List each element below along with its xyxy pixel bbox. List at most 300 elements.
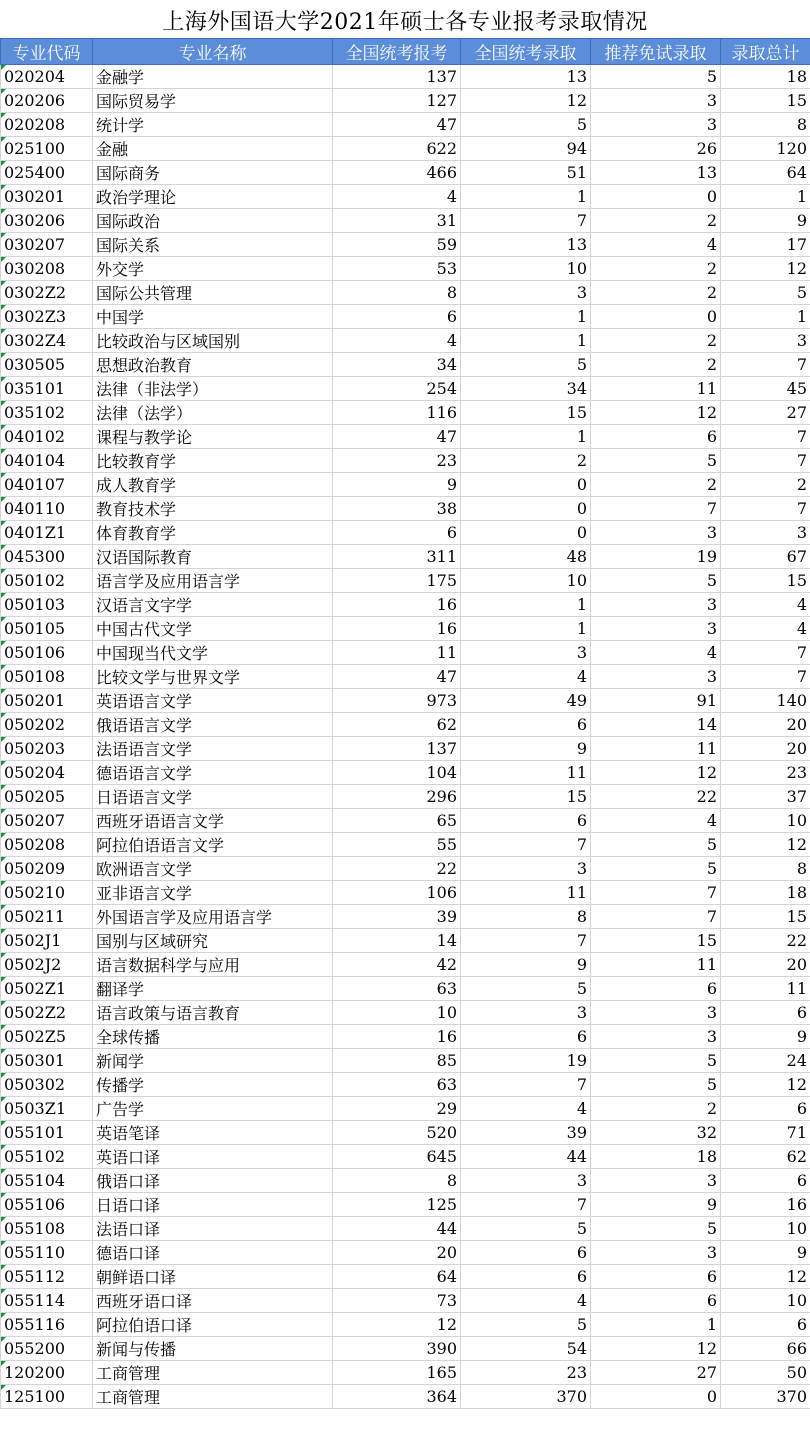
cell-exam-applicants[interactable]: 137 <box>333 65 461 89</box>
cell-total-admitted[interactable]: 140 <box>721 689 810 713</box>
header-total-admitted[interactable]: 录取总计 <box>721 39 810 65</box>
cell-recommended-admitted[interactable]: 9 <box>591 1193 721 1217</box>
cell-recommended-admitted[interactable]: 4 <box>591 233 721 257</box>
cell-recommended-admitted[interactable]: 3 <box>591 593 721 617</box>
cell-exam-admitted[interactable]: 8 <box>461 905 591 929</box>
cell-recommended-admitted[interactable]: 13 <box>591 161 721 185</box>
cell-major-name[interactable]: 新闻与传播 <box>93 1337 333 1361</box>
cell-recommended-admitted[interactable]: 91 <box>591 689 721 713</box>
cell-exam-admitted[interactable]: 6 <box>461 713 591 737</box>
cell-exam-admitted[interactable]: 10 <box>461 257 591 281</box>
cell-exam-admitted[interactable]: 6 <box>461 809 591 833</box>
cell-exam-admitted[interactable]: 5 <box>461 1217 591 1241</box>
cell-total-admitted[interactable]: 10 <box>721 1289 810 1313</box>
cell-recommended-admitted[interactable]: 7 <box>591 905 721 929</box>
cell-major-code[interactable]: 055110 <box>1 1241 93 1265</box>
cell-major-name[interactable]: 亚非语言文学 <box>93 881 333 905</box>
cell-major-code[interactable]: 055200 <box>1 1337 93 1361</box>
cell-total-admitted[interactable]: 7 <box>721 497 810 521</box>
header-exam-applicants[interactable]: 全国统考报考 <box>333 39 461 65</box>
cell-major-name[interactable]: 欧洲语言文学 <box>93 857 333 881</box>
cell-exam-applicants[interactable]: 47 <box>333 113 461 137</box>
cell-exam-applicants[interactable]: 466 <box>333 161 461 185</box>
cell-exam-applicants[interactable]: 16 <box>333 617 461 641</box>
cell-major-code[interactable]: 025400 <box>1 161 93 185</box>
cell-major-name[interactable]: 国际关系 <box>93 233 333 257</box>
cell-recommended-admitted[interactable]: 5 <box>591 65 721 89</box>
cell-exam-admitted[interactable]: 4 <box>461 1289 591 1313</box>
cell-exam-applicants[interactable]: 85 <box>333 1049 461 1073</box>
cell-exam-admitted[interactable]: 6 <box>461 1241 591 1265</box>
cell-exam-applicants[interactable]: 137 <box>333 737 461 761</box>
cell-major-name[interactable]: 国际政治 <box>93 209 333 233</box>
cell-exam-admitted[interactable]: 19 <box>461 1049 591 1073</box>
cell-exam-applicants[interactable]: 296 <box>333 785 461 809</box>
cell-total-admitted[interactable]: 17 <box>721 233 810 257</box>
cell-major-code[interactable]: 0302Z2 <box>1 281 93 305</box>
cell-exam-applicants[interactable]: 47 <box>333 665 461 689</box>
cell-exam-admitted[interactable]: 39 <box>461 1121 591 1145</box>
cell-exam-admitted[interactable]: 15 <box>461 785 591 809</box>
cell-recommended-admitted[interactable]: 7 <box>591 881 721 905</box>
cell-total-admitted[interactable]: 5 <box>721 281 810 305</box>
cell-major-name[interactable]: 比较文学与世界文学 <box>93 665 333 689</box>
cell-exam-admitted[interactable]: 1 <box>461 185 591 209</box>
cell-total-admitted[interactable]: 22 <box>721 929 810 953</box>
cell-total-admitted[interactable]: 10 <box>721 1217 810 1241</box>
cell-recommended-admitted[interactable]: 22 <box>591 785 721 809</box>
cell-recommended-admitted[interactable]: 6 <box>591 1289 721 1313</box>
cell-major-code[interactable]: 050209 <box>1 857 93 881</box>
cell-major-code[interactable]: 0401Z1 <box>1 521 93 545</box>
cell-total-admitted[interactable]: 3 <box>721 329 810 353</box>
cell-recommended-admitted[interactable]: 2 <box>591 353 721 377</box>
cell-recommended-admitted[interactable]: 3 <box>591 1169 721 1193</box>
cell-major-name[interactable]: 外交学 <box>93 257 333 281</box>
cell-exam-admitted[interactable]: 3 <box>461 1169 591 1193</box>
cell-major-code[interactable]: 050202 <box>1 713 93 737</box>
cell-recommended-admitted[interactable]: 3 <box>591 113 721 137</box>
cell-major-name[interactable]: 语言数据科学与应用 <box>93 953 333 977</box>
cell-exam-admitted[interactable]: 0 <box>461 497 591 521</box>
cell-major-code[interactable]: 0302Z3 <box>1 305 93 329</box>
cell-exam-admitted[interactable]: 9 <box>461 953 591 977</box>
cell-major-code[interactable]: 120200 <box>1 1361 93 1385</box>
cell-exam-applicants[interactable]: 64 <box>333 1265 461 1289</box>
cell-recommended-admitted[interactable]: 6 <box>591 1265 721 1289</box>
cell-major-code[interactable]: 050105 <box>1 617 93 641</box>
cell-major-code[interactable]: 050103 <box>1 593 93 617</box>
cell-exam-applicants[interactable]: 73 <box>333 1289 461 1313</box>
cell-exam-admitted[interactable]: 13 <box>461 65 591 89</box>
cell-major-code[interactable]: 030207 <box>1 233 93 257</box>
cell-exam-applicants[interactable]: 11 <box>333 641 461 665</box>
cell-exam-applicants[interactable]: 39 <box>333 905 461 929</box>
cell-exam-admitted[interactable]: 7 <box>461 833 591 857</box>
cell-exam-applicants[interactable]: 31 <box>333 209 461 233</box>
cell-major-code[interactable]: 050208 <box>1 833 93 857</box>
cell-major-code[interactable]: 055102 <box>1 1145 93 1169</box>
cell-total-admitted[interactable]: 1 <box>721 305 810 329</box>
cell-total-admitted[interactable]: 7 <box>721 665 810 689</box>
cell-exam-admitted[interactable]: 1 <box>461 305 591 329</box>
cell-total-admitted[interactable]: 1 <box>721 185 810 209</box>
cell-total-admitted[interactable]: 15 <box>721 89 810 113</box>
cell-major-code[interactable]: 050205 <box>1 785 93 809</box>
cell-total-admitted[interactable]: 10 <box>721 809 810 833</box>
cell-exam-admitted[interactable]: 48 <box>461 545 591 569</box>
cell-recommended-admitted[interactable]: 5 <box>591 1049 721 1073</box>
cell-recommended-admitted[interactable]: 3 <box>591 617 721 641</box>
cell-major-code[interactable]: 050201 <box>1 689 93 713</box>
cell-recommended-admitted[interactable]: 2 <box>591 257 721 281</box>
cell-major-code[interactable]: 0503Z1 <box>1 1097 93 1121</box>
cell-exam-admitted[interactable]: 4 <box>461 1097 591 1121</box>
cell-major-code[interactable]: 030201 <box>1 185 93 209</box>
cell-total-admitted[interactable]: 8 <box>721 113 810 137</box>
cell-total-admitted[interactable]: 12 <box>721 833 810 857</box>
cell-recommended-admitted[interactable]: 18 <box>591 1145 721 1169</box>
cell-exam-applicants[interactable]: 4 <box>333 185 461 209</box>
cell-total-admitted[interactable]: 3 <box>721 521 810 545</box>
cell-exam-applicants[interactable]: 645 <box>333 1145 461 1169</box>
cell-exam-admitted[interactable]: 7 <box>461 1073 591 1097</box>
cell-exam-applicants[interactable]: 4 <box>333 329 461 353</box>
cell-recommended-admitted[interactable]: 3 <box>591 1025 721 1049</box>
cell-exam-admitted[interactable]: 3 <box>461 641 591 665</box>
cell-total-admitted[interactable]: 7 <box>721 353 810 377</box>
cell-exam-applicants[interactable]: 364 <box>333 1385 461 1409</box>
cell-exam-admitted[interactable]: 34 <box>461 377 591 401</box>
cell-total-admitted[interactable]: 62 <box>721 1145 810 1169</box>
cell-exam-applicants[interactable]: 62 <box>333 713 461 737</box>
cell-major-code[interactable]: 040104 <box>1 449 93 473</box>
cell-major-code[interactable]: 055104 <box>1 1169 93 1193</box>
cell-major-name[interactable]: 中国学 <box>93 305 333 329</box>
cell-exam-applicants[interactable]: 55 <box>333 833 461 857</box>
cell-major-code[interactable]: 0502J2 <box>1 953 93 977</box>
cell-exam-applicants[interactable]: 44 <box>333 1217 461 1241</box>
cell-major-code[interactable]: 050203 <box>1 737 93 761</box>
cell-recommended-admitted[interactable]: 2 <box>591 329 721 353</box>
cell-major-code[interactable]: 040110 <box>1 497 93 521</box>
cell-exam-admitted[interactable]: 1 <box>461 593 591 617</box>
cell-major-name[interactable]: 英语语言文学 <box>93 689 333 713</box>
cell-major-name[interactable]: 法律（非法学） <box>93 377 333 401</box>
cell-exam-admitted[interactable]: 3 <box>461 1001 591 1025</box>
header-exam-admitted[interactable]: 全国统考录取 <box>461 39 591 65</box>
cell-major-code[interactable]: 0502Z2 <box>1 1001 93 1025</box>
cell-major-name[interactable]: 政治学理论 <box>93 185 333 209</box>
cell-recommended-admitted[interactable]: 11 <box>591 953 721 977</box>
cell-major-code[interactable]: 055112 <box>1 1265 93 1289</box>
cell-major-name[interactable]: 工商管理 <box>93 1361 333 1385</box>
cell-exam-admitted[interactable]: 2 <box>461 449 591 473</box>
cell-exam-applicants[interactable]: 175 <box>333 569 461 593</box>
cell-exam-applicants[interactable]: 14 <box>333 929 461 953</box>
cell-recommended-admitted[interactable]: 3 <box>591 89 721 113</box>
cell-recommended-admitted[interactable]: 3 <box>591 1241 721 1265</box>
cell-exam-admitted[interactable]: 23 <box>461 1361 591 1385</box>
cell-major-name[interactable]: 成人教育学 <box>93 473 333 497</box>
cell-exam-admitted[interactable]: 7 <box>461 1193 591 1217</box>
cell-major-name[interactable]: 金融 <box>93 137 333 161</box>
cell-major-code[interactable]: 055116 <box>1 1313 93 1337</box>
cell-exam-applicants[interactable]: 390 <box>333 1337 461 1361</box>
cell-exam-applicants[interactable]: 23 <box>333 449 461 473</box>
cell-recommended-admitted[interactable]: 5 <box>591 1217 721 1241</box>
cell-major-name[interactable]: 外国语言学及应用语言学 <box>93 905 333 929</box>
cell-major-code[interactable]: 030206 <box>1 209 93 233</box>
cell-total-admitted[interactable]: 2 <box>721 473 810 497</box>
cell-major-code[interactable]: 050102 <box>1 569 93 593</box>
cell-exam-admitted[interactable]: 44 <box>461 1145 591 1169</box>
cell-major-name[interactable]: 德语口译 <box>93 1241 333 1265</box>
cell-total-admitted[interactable]: 67 <box>721 545 810 569</box>
cell-total-admitted[interactable]: 7 <box>721 449 810 473</box>
cell-total-admitted[interactable]: 24 <box>721 1049 810 1073</box>
cell-recommended-admitted[interactable]: 11 <box>591 377 721 401</box>
header-major-code[interactable]: 专业代码 <box>1 39 93 65</box>
cell-total-admitted[interactable]: 12 <box>721 1073 810 1097</box>
cell-exam-applicants[interactable]: 254 <box>333 377 461 401</box>
cell-exam-applicants[interactable]: 6 <box>333 305 461 329</box>
cell-major-name[interactable]: 思想政治教育 <box>93 353 333 377</box>
cell-major-code[interactable]: 055108 <box>1 1217 93 1241</box>
cell-major-name[interactable]: 语言政策与语言教育 <box>93 1001 333 1025</box>
cell-major-name[interactable]: 汉语言文字学 <box>93 593 333 617</box>
cell-total-admitted[interactable]: 7 <box>721 425 810 449</box>
cell-major-code[interactable]: 050301 <box>1 1049 93 1073</box>
cell-exam-admitted[interactable]: 11 <box>461 881 591 905</box>
cell-total-admitted[interactable]: 6 <box>721 1169 810 1193</box>
cell-exam-admitted[interactable]: 5 <box>461 113 591 137</box>
cell-major-code[interactable]: 030208 <box>1 257 93 281</box>
cell-exam-admitted[interactable]: 49 <box>461 689 591 713</box>
cell-total-admitted[interactable]: 12 <box>721 257 810 281</box>
cell-recommended-admitted[interactable]: 19 <box>591 545 721 569</box>
cell-major-code[interactable]: 050207 <box>1 809 93 833</box>
cell-major-name[interactable]: 朝鲜语口译 <box>93 1265 333 1289</box>
cell-exam-applicants[interactable]: 9 <box>333 473 461 497</box>
cell-exam-applicants[interactable]: 165 <box>333 1361 461 1385</box>
cell-recommended-admitted[interactable]: 15 <box>591 929 721 953</box>
cell-major-name[interactable]: 金融学 <box>93 65 333 89</box>
cell-exam-admitted[interactable]: 9 <box>461 737 591 761</box>
cell-exam-admitted[interactable]: 12 <box>461 89 591 113</box>
cell-major-name[interactable]: 汉语国际教育 <box>93 545 333 569</box>
cell-exam-applicants[interactable]: 53 <box>333 257 461 281</box>
cell-exam-applicants[interactable]: 20 <box>333 1241 461 1265</box>
cell-major-name[interactable]: 翻译学 <box>93 977 333 1001</box>
cell-major-code[interactable]: 030505 <box>1 353 93 377</box>
cell-total-admitted[interactable]: 27 <box>721 401 810 425</box>
cell-recommended-admitted[interactable]: 5 <box>591 1073 721 1097</box>
cell-exam-applicants[interactable]: 59 <box>333 233 461 257</box>
cell-total-admitted[interactable]: 6 <box>721 1313 810 1337</box>
cell-total-admitted[interactable]: 7 <box>721 641 810 665</box>
cell-exam-admitted[interactable]: 5 <box>461 977 591 1001</box>
cell-exam-admitted[interactable]: 3 <box>461 281 591 305</box>
cell-major-name[interactable]: 工商管理 <box>93 1385 333 1409</box>
cell-recommended-admitted[interactable]: 12 <box>591 761 721 785</box>
cell-recommended-admitted[interactable]: 3 <box>591 665 721 689</box>
cell-exam-admitted[interactable]: 54 <box>461 1337 591 1361</box>
cell-major-name[interactable]: 中国古代文学 <box>93 617 333 641</box>
cell-exam-applicants[interactable]: 8 <box>333 281 461 305</box>
cell-major-name[interactable]: 阿拉伯语语言文学 <box>93 833 333 857</box>
cell-exam-applicants[interactable]: 520 <box>333 1121 461 1145</box>
cell-major-code[interactable]: 0502J1 <box>1 929 93 953</box>
cell-exam-admitted[interactable]: 1 <box>461 329 591 353</box>
cell-major-code[interactable]: 050204 <box>1 761 93 785</box>
cell-exam-applicants[interactable]: 63 <box>333 1073 461 1097</box>
cell-major-code[interactable]: 035101 <box>1 377 93 401</box>
cell-exam-admitted[interactable]: 94 <box>461 137 591 161</box>
cell-exam-applicants[interactable]: 973 <box>333 689 461 713</box>
cell-exam-applicants[interactable]: 65 <box>333 809 461 833</box>
cell-exam-applicants[interactable]: 125 <box>333 1193 461 1217</box>
cell-exam-admitted[interactable]: 5 <box>461 1313 591 1337</box>
cell-major-name[interactable]: 广告学 <box>93 1097 333 1121</box>
cell-major-name[interactable]: 俄语语言文学 <box>93 713 333 737</box>
cell-recommended-admitted[interactable]: 5 <box>591 449 721 473</box>
cell-recommended-admitted[interactable]: 5 <box>591 569 721 593</box>
cell-recommended-admitted[interactable]: 2 <box>591 281 721 305</box>
cell-major-name[interactable]: 全球传播 <box>93 1025 333 1049</box>
cell-exam-applicants[interactable]: 16 <box>333 593 461 617</box>
cell-recommended-admitted[interactable]: 3 <box>591 1001 721 1025</box>
cell-recommended-admitted[interactable]: 0 <box>591 305 721 329</box>
cell-total-admitted[interactable]: 6 <box>721 1097 810 1121</box>
cell-exam-applicants[interactable]: 10 <box>333 1001 461 1025</box>
header-recommended-admitted[interactable]: 推荐免试录取 <box>591 39 721 65</box>
cell-recommended-admitted[interactable]: 27 <box>591 1361 721 1385</box>
cell-total-admitted[interactable]: 12 <box>721 1265 810 1289</box>
cell-major-code[interactable]: 055114 <box>1 1289 93 1313</box>
cell-exam-admitted[interactable]: 1 <box>461 425 591 449</box>
cell-exam-admitted[interactable]: 0 <box>461 521 591 545</box>
cell-major-name[interactable]: 日语口译 <box>93 1193 333 1217</box>
cell-major-name[interactable]: 英语口译 <box>93 1145 333 1169</box>
cell-total-admitted[interactable]: 71 <box>721 1121 810 1145</box>
cell-major-name[interactable]: 国际公共管理 <box>93 281 333 305</box>
cell-exam-admitted[interactable]: 13 <box>461 233 591 257</box>
cell-total-admitted[interactable]: 9 <box>721 1025 810 1049</box>
cell-recommended-admitted[interactable]: 6 <box>591 977 721 1001</box>
cell-exam-applicants[interactable]: 38 <box>333 497 461 521</box>
cell-total-admitted[interactable]: 15 <box>721 905 810 929</box>
cell-recommended-admitted[interactable]: 6 <box>591 425 721 449</box>
cell-exam-applicants[interactable]: 311 <box>333 545 461 569</box>
cell-major-name[interactable]: 国际贸易学 <box>93 89 333 113</box>
cell-major-name[interactable]: 法语语言文学 <box>93 737 333 761</box>
cell-total-admitted[interactable]: 11 <box>721 977 810 1001</box>
cell-major-code[interactable]: 020208 <box>1 113 93 137</box>
cell-recommended-admitted[interactable]: 12 <box>591 1337 721 1361</box>
cell-major-name[interactable]: 英语笔译 <box>93 1121 333 1145</box>
cell-exam-admitted[interactable]: 51 <box>461 161 591 185</box>
cell-exam-admitted[interactable]: 7 <box>461 929 591 953</box>
cell-recommended-admitted[interactable]: 2 <box>591 1097 721 1121</box>
cell-exam-admitted[interactable]: 1 <box>461 617 591 641</box>
cell-recommended-admitted[interactable]: 7 <box>591 497 721 521</box>
cell-major-name[interactable]: 日语语言文学 <box>93 785 333 809</box>
cell-major-name[interactable]: 俄语口译 <box>93 1169 333 1193</box>
cell-total-admitted[interactable]: 8 <box>721 857 810 881</box>
cell-recommended-admitted[interactable]: 0 <box>591 185 721 209</box>
cell-total-admitted[interactable]: 50 <box>721 1361 810 1385</box>
cell-major-name[interactable]: 国别与区域研究 <box>93 929 333 953</box>
cell-major-name[interactable]: 比较政治与区域国别 <box>93 329 333 353</box>
cell-major-name[interactable]: 体育教育学 <box>93 521 333 545</box>
cell-exam-applicants[interactable]: 22 <box>333 857 461 881</box>
cell-exam-applicants[interactable]: 622 <box>333 137 461 161</box>
cell-major-name[interactable]: 语言学及应用语言学 <box>93 569 333 593</box>
cell-exam-applicants[interactable]: 12 <box>333 1313 461 1337</box>
cell-major-code[interactable]: 040107 <box>1 473 93 497</box>
cell-recommended-admitted[interactable]: 4 <box>591 641 721 665</box>
cell-major-code[interactable]: 125100 <box>1 1385 93 1409</box>
cell-major-name[interactable]: 德语语言文学 <box>93 761 333 785</box>
cell-total-admitted[interactable]: 4 <box>721 617 810 641</box>
cell-major-code[interactable]: 055106 <box>1 1193 93 1217</box>
cell-major-name[interactable]: 教育技术学 <box>93 497 333 521</box>
cell-total-admitted[interactable]: 23 <box>721 761 810 785</box>
cell-recommended-admitted[interactable]: 14 <box>591 713 721 737</box>
cell-major-code[interactable]: 025100 <box>1 137 93 161</box>
cell-major-code[interactable]: 0502Z1 <box>1 977 93 1001</box>
cell-major-name[interactable]: 法语口译 <box>93 1217 333 1241</box>
cell-exam-applicants[interactable]: 116 <box>333 401 461 425</box>
cell-recommended-admitted[interactable]: 11 <box>591 737 721 761</box>
cell-exam-applicants[interactable]: 42 <box>333 953 461 977</box>
cell-exam-admitted[interactable]: 11 <box>461 761 591 785</box>
cell-exam-applicants[interactable]: 34 <box>333 353 461 377</box>
header-major-name[interactable]: 专业名称 <box>93 39 333 65</box>
cell-exam-applicants[interactable]: 6 <box>333 521 461 545</box>
cell-total-admitted[interactable]: 16 <box>721 1193 810 1217</box>
cell-exam-admitted[interactable]: 6 <box>461 1025 591 1049</box>
cell-major-name[interactable]: 中国现当代文学 <box>93 641 333 665</box>
cell-recommended-admitted[interactable]: 0 <box>591 1385 721 1409</box>
cell-exam-admitted[interactable]: 6 <box>461 1265 591 1289</box>
cell-exam-admitted[interactable]: 10 <box>461 569 591 593</box>
cell-major-code[interactable]: 045300 <box>1 545 93 569</box>
cell-major-code[interactable]: 050302 <box>1 1073 93 1097</box>
cell-total-admitted[interactable]: 20 <box>721 713 810 737</box>
cell-recommended-admitted[interactable]: 2 <box>591 473 721 497</box>
cell-total-admitted[interactable]: 4 <box>721 593 810 617</box>
cell-major-code[interactable]: 020206 <box>1 89 93 113</box>
cell-major-name[interactable]: 西班牙语语言文学 <box>93 809 333 833</box>
cell-major-name[interactable]: 西班牙语口译 <box>93 1289 333 1313</box>
cell-major-code[interactable]: 050211 <box>1 905 93 929</box>
cell-recommended-admitted[interactable]: 2 <box>591 209 721 233</box>
cell-exam-applicants[interactable]: 16 <box>333 1025 461 1049</box>
cell-exam-applicants[interactable]: 47 <box>333 425 461 449</box>
cell-recommended-admitted[interactable]: 4 <box>591 809 721 833</box>
cell-exam-admitted[interactable]: 370 <box>461 1385 591 1409</box>
cell-major-name[interactable]: 新闻学 <box>93 1049 333 1073</box>
cell-recommended-admitted[interactable]: 32 <box>591 1121 721 1145</box>
cell-recommended-admitted[interactable]: 5 <box>591 833 721 857</box>
cell-exam-applicants[interactable]: 63 <box>333 977 461 1001</box>
cell-exam-applicants[interactable]: 29 <box>333 1097 461 1121</box>
cell-total-admitted[interactable]: 120 <box>721 137 810 161</box>
cell-exam-applicants[interactable]: 104 <box>333 761 461 785</box>
cell-total-admitted[interactable]: 18 <box>721 65 810 89</box>
